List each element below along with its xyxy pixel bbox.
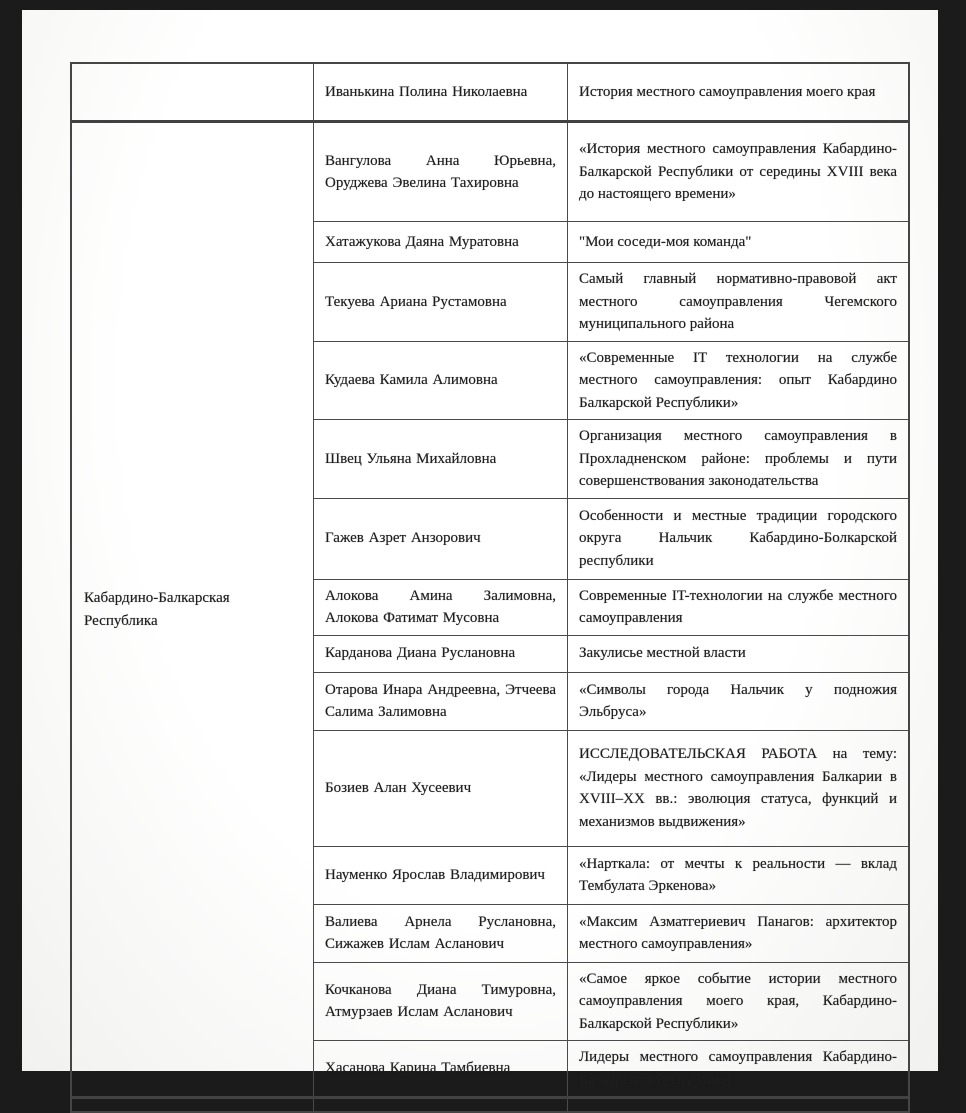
project-title-cell: ИССЛЕДОВАТЕЛЬСКАЯ РАБОТА на тему: «Лидеры местного самоуправления Балкарии в XVIII–XX вв.: эволюция статуса, функций и механизмов выдвижения»	[579, 746, 897, 830]
participant-name-cell: Швец Ульяна Михайловна	[314, 420, 568, 498]
project-title-cell: Закулисье местной власти	[579, 645, 746, 662]
project-title-cell: «Нарткала: от мечты к реальности — вклад Тембулата Эркенова»	[579, 855, 897, 894]
region-name-cell	[72, 123, 314, 1096]
participant-name-cell: Хасанова Карина Тамбиевна	[314, 1041, 568, 1096]
project-title-cell: "Мои соседи-моя команда"	[579, 233, 752, 250]
project-title-cell: Организация местного самоуправления в Прохладненском районе: проблемы и пути совершенствования законодательства	[579, 428, 897, 489]
project-title-cell: «Максим Азматгериевич Панагов: архитектор местного самоуправления»	[579, 913, 897, 952]
table-row	[314, 64, 908, 120]
participant-name-cell: Вангулова Анна Юрьевна, Оруджева Эвелина Тахировна	[314, 123, 568, 221]
participant-name-cell: Кудаева Камила Алимовна	[314, 342, 568, 420]
table-row	[314, 1099, 908, 1111]
project-title-cell: «История местного самоуправления Кабардино-Балкарской Республики от середины XVIII века до настоящего времени»	[579, 141, 897, 203]
table-row	[314, 262, 908, 341]
table-row	[314, 635, 908, 672]
project-title-cell: «Самое яркое событие истории местного самоуправления моего края, Кабардино-Балкарской Республики»	[579, 970, 897, 1032]
participant-name-cell: Хатажукова Даяна Муратовна	[314, 222, 568, 262]
table-row	[314, 904, 908, 962]
participant-name-cell: Текуева Ариана Рустамовна	[314, 263, 568, 341]
table-row	[314, 123, 908, 221]
table-row	[314, 341, 908, 420]
project-title-cell: Самый главный нормативно-правовой акт местного самоуправления Чегемского муниципального района	[579, 271, 897, 332]
region-name-cell	[72, 1099, 314, 1111]
participant-name-cell: Кочканова Диана Тимуровна, Атмурзаев Ислам Асланович	[314, 963, 568, 1041]
table-row	[314, 672, 908, 730]
project-title-cell: «Современные IT технологии на службе местного самоуправления: опыт Кабардино Балкарской Республики»	[579, 349, 897, 411]
table-row	[314, 846, 908, 904]
table-row	[314, 1040, 908, 1096]
project-title-cell: «Символы города Нальчик у подножия Эльбруса»	[579, 681, 897, 720]
table-row	[314, 962, 908, 1041]
participant-name-cell: Алокова Амина Залимовна, Алокова Фатимат Мусовна	[314, 580, 568, 635]
project-title-cell: Лидеры местного самоуправления Кабардино-Балкарской Республики	[579, 1049, 897, 1088]
participant-name-cell: Бозиев Алан Хусеевич	[314, 731, 568, 846]
participant-name-cell: Науменко Ярослав Владимирович	[314, 847, 568, 904]
participant-name-cell: Иванькина Полина Николаевна	[314, 64, 568, 120]
region-name-cell	[72, 64, 314, 120]
table-row	[314, 498, 908, 579]
region-section	[72, 64, 908, 120]
region-name: Кабардино-Балкарская Республика	[84, 590, 230, 629]
project-title-cell: Современные IT-технологии на службе местного самоуправления	[579, 587, 897, 626]
participant-name-cell: Валиева Арнела Руслановна, Сижажев Ислам Асланович	[314, 905, 568, 962]
table-row	[314, 730, 908, 846]
project-title-cell: Особенности и местные традиции городского округа Нальчик Кабардино-Болкарской республики	[579, 507, 897, 569]
participants-table	[70, 62, 910, 1113]
table-row	[314, 579, 908, 635]
table-row	[314, 419, 908, 498]
region-section	[72, 120, 908, 1096]
region-section	[72, 1096, 908, 1111]
participant-name-cell: Отарова Инара Андреевна, Этчеева Салима Залимовна	[314, 673, 568, 730]
participant-name-cell	[314, 1099, 568, 1111]
table-row	[314, 221, 908, 262]
project-title-cell: История местного самоуправления моего края	[579, 83, 876, 100]
project-title-cell	[568, 1099, 908, 1111]
participant-name-cell: Карданова Диана Руслановна	[314, 636, 568, 672]
participant-name-cell: Гажев Азрет Анзорович	[314, 499, 568, 579]
document-page	[22, 10, 938, 1088]
